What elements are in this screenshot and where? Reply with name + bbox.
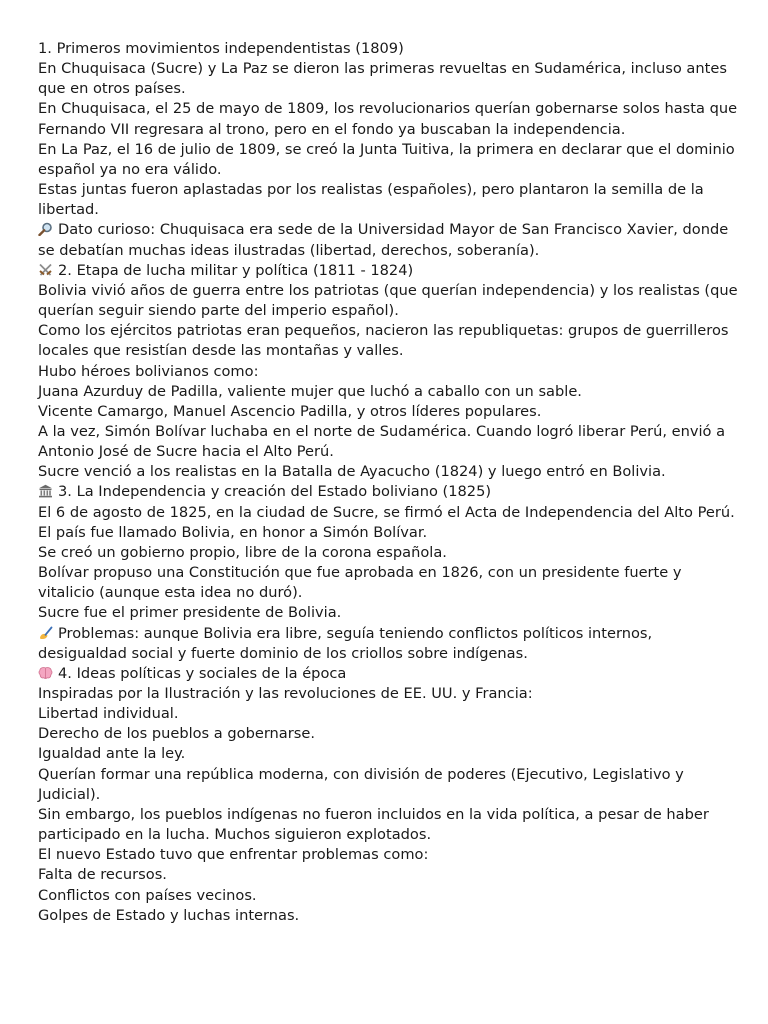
- paragraph: [38, 845, 738, 865]
- line-text: Como los ejércitos patriotas eran pequeños, nacieron las republiquetas: grupos de guerrilleros locales que resistían desde las montañas y valles.: [38, 322, 729, 360]
- line-text: Problemas: aunque Bolivia era libre, seguía teniendo conflictos políticos internos, desigualdad social y fuerte dominio de los criollos sobre indígenas.: [38, 624, 653, 662]
- line-text: Inspiradas por la Ilustración y las revoluciones de EE. UU. y Francia:: [38, 685, 533, 702]
- line-text: 2. Etapa de lucha militar y política (1811 - 1824): [58, 261, 414, 279]
- classical-building-icon: [38, 484, 53, 498]
- line-text: En Chuquisaca, el 25 de mayo de 1809, los revolucionarios querían gobernarse solos hasta que Fernando VII regresara al trono, pero en el fondo ya buscaban la independencia.: [38, 100, 738, 138]
- list-item: [38, 906, 738, 926]
- list-item: [38, 744, 738, 764]
- paragraph: [38, 382, 738, 402]
- document-page: [38, 39, 738, 926]
- paragraph: [38, 462, 738, 482]
- line-text: Estas juntas fueron aplastadas por los realistas (españoles), pero plantaron la semilla de la libertad.: [38, 181, 704, 219]
- paragraph: [38, 59, 738, 99]
- heading-primeros-movimientos: [38, 39, 738, 59]
- line-text: Igualdad ante la ley.: [38, 745, 186, 763]
- line-text: El país fue llamado Bolivia, en honor a Simón Bolívar.: [38, 523, 428, 541]
- magnifier-icon: [38, 222, 53, 236]
- list-item: [38, 704, 738, 724]
- line-text: Golpes de Estado y luchas internas.: [38, 906, 300, 924]
- line-text: Libertad individual.: [38, 705, 179, 723]
- line-text: Sucre fue el primer presidente de Bolivia.: [38, 604, 342, 622]
- paragraph: [38, 362, 738, 382]
- paragraph: [38, 503, 738, 523]
- list-item: [38, 886, 738, 906]
- crossed-swords-icon: [38, 263, 53, 277]
- line-text: Bolivia vivió años de guerra entre los patriotas (que querían independencia) y los realistas (que querían seguir siendo parte del imperio español).: [38, 281, 738, 320]
- line-text: Juana Azurduy de Padilla, valiente mujer que luchó a caballo con un sable.: [38, 382, 582, 400]
- paragraph: [38, 563, 738, 603]
- line-text: Sin embargo, los pueblos indígenas no fueron incluidos en la vida política, a pesar de haber participado en la lucha. Muchos siguieron explotados.: [38, 805, 709, 844]
- line-text: En Chuquisaca (Sucre) y La Paz se dieron las primeras revueltas en Sudamérica, incluso antes que en otros países.: [38, 60, 727, 98]
- line-text: Dato curioso: Chuquisaca era sede de la Universidad Mayor de San Francisco Xavier, donde se debatían muchas ideas ilustradas (libertad, derechos, soberanía).: [38, 221, 729, 259]
- problemas-note: [38, 624, 738, 664]
- line-text: 3. La Independencia y creación del Estado boliviano (1825): [58, 483, 492, 501]
- line-text: Sucre venció a los realistas en la Batalla de Ayacucho (1824) y luego entró en Bolivia.: [38, 463, 666, 481]
- line-text: Querían formar una república moderna, con división de poderes (Ejecutivo, Legislativo y Judicial).: [38, 765, 684, 803]
- paragraph: [38, 180, 738, 220]
- paragraph: [38, 543, 738, 563]
- paragraph: [38, 805, 738, 845]
- paragraph: [38, 684, 738, 704]
- heading-etapa-lucha: [38, 261, 738, 281]
- line-text: Bolívar propuso una Constitución que fue aprobada en 1826, con un presidente fuerte y vitalicio (aunque esta idea no duró).: [38, 564, 682, 602]
- line-text: Conflictos con países vecinos.: [38, 886, 257, 904]
- heading-independencia: [38, 482, 738, 502]
- line-text: Vicente Camargo, Manuel Ascencio Padilla, y otros líderes populares.: [38, 402, 542, 420]
- line-text: Derecho de los pueblos a gobernarse.: [38, 725, 315, 743]
- paragraph: [38, 765, 738, 805]
- paragraph: [38, 422, 738, 462]
- paragraph: [38, 523, 738, 543]
- paragraph: [38, 281, 738, 321]
- writing-hand-icon: [38, 626, 53, 640]
- dato-curioso: [38, 220, 738, 260]
- brain-icon: [38, 666, 53, 680]
- list-item: [38, 724, 738, 744]
- line-text: A la vez, Simón Bolívar luchaba en el norte de Sudamérica. Cuando logró liberar Perú, envió a Antonio José de Sucre hacia el Alto Perú.: [38, 422, 726, 461]
- line-text: Falta de recursos.: [38, 866, 167, 884]
- line-text: El 6 de agosto de 1825, en la ciudad de Sucre, se firmó el Acta de Independencia del Alto Perú.: [38, 503, 735, 521]
- line-text: 1. Primeros movimientos independentistas (1809): [38, 40, 404, 57]
- paragraph: [38, 321, 738, 361]
- line-text: 4. Ideas políticas y sociales de la época: [58, 664, 347, 682]
- line-text: El nuevo Estado tuvo que enfrentar problemas como:: [38, 846, 429, 864]
- paragraph: [38, 140, 738, 180]
- heading-ideas-politicas: [38, 664, 738, 684]
- line-text: Hubo héroes bolivianos como:: [38, 362, 259, 380]
- paragraph: [38, 402, 738, 422]
- line-text: Se creó un gobierno propio, libre de la corona española.: [38, 543, 447, 561]
- list-item: [38, 865, 738, 885]
- paragraph: [38, 603, 738, 623]
- paragraph: [38, 99, 738, 139]
- line-text: En La Paz, el 16 de julio de 1809, se creó la Junta Tuitiva, la primera en declarar que el dominio español ya no era válido.: [38, 140, 735, 178]
